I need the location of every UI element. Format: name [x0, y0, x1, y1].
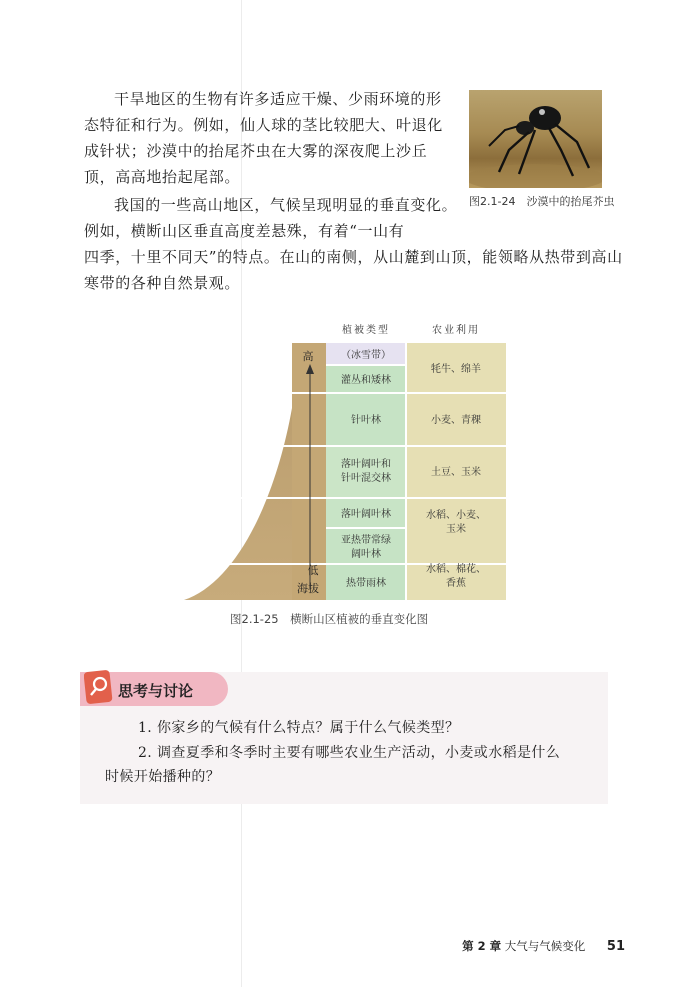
- discussion-question-2: 2. 调查夏季和冬季时主要有哪些农业生产活动，小麦或水稻是什么: [138, 745, 561, 761]
- chapter-title: 大气与气候变化: [504, 939, 586, 953]
- veg-zone-label: 针叶混交林: [341, 473, 391, 484]
- agri-zone-label: 水稻、棉花、: [426, 564, 486, 575]
- veg-zone-label: 落叶阔叶林: [341, 509, 391, 520]
- discussion-question-1: 1. 你家乡的气候有什么特点？属于什么气候类型？: [138, 720, 460, 736]
- veg-zone-label: 亚热带常绿: [341, 535, 391, 546]
- veg-zone-label: 阔叶林: [351, 549, 381, 560]
- header-agriculture: 农业利用: [432, 325, 480, 336]
- vertical-vegetation-diagram: [180, 318, 510, 603]
- figure-24-caption: 图2.1-24 沙漠中的抬尾芥虫: [469, 195, 615, 208]
- axis-elevation-label: 海拔: [297, 582, 319, 595]
- chapter-number: 第 2 章: [462, 939, 502, 953]
- header-vegetation: 植被类型: [342, 325, 390, 336]
- page-footer: [462, 938, 625, 954]
- agri-zone-label: 小麦、青稞: [431, 415, 481, 426]
- figure-25-caption: 图2.1-25 横断山区植被的垂直变化图: [230, 612, 429, 626]
- beetle-photo: [469, 90, 602, 188]
- agri-zone-label: 水稻、小麦、: [426, 510, 486, 521]
- paragraph-vertical-climate-cont: 四季，十里不同天”的特点。在山的南侧，从山麓到山顶，能领略从热带到高山寒带的各种自然景观。: [84, 248, 623, 292]
- veg-zone-label: （冰雪带）: [341, 350, 391, 361]
- magnifier-icon: [84, 669, 114, 705]
- agri-zone-label: 香蕉: [446, 578, 466, 589]
- veg-zone-label: 灌丛和矮林: [341, 375, 391, 386]
- veg-zone-label: 针叶林: [351, 415, 381, 426]
- paragraph-vertical-climate: 我国的一些高山地区，气候呈现明显的垂直变化。例如，横断山区垂直高度差悬殊，有着“一山有: [84, 196, 458, 240]
- paragraph-desert-adaptation: 干旱地区的生物有许多适应干燥、少雨环境的形态特征和行为。例如，仙人球的茎比较肥大、叶退化成针状；沙漠中的抬尾芥虫在大雾的深夜爬上沙丘顶，高高地抬起尾部。: [84, 90, 443, 186]
- veg-zone-label: 热带雨林: [346, 578, 386, 589]
- discussion-title: 思考与讨论: [118, 682, 194, 700]
- page-number: 51: [606, 939, 625, 954]
- axis-low-label: 低: [307, 564, 319, 577]
- axis-high-label: 高: [302, 350, 314, 363]
- agri-zone-label: 玉米: [446, 524, 466, 535]
- agri-zone-label: 土豆、玉米: [431, 467, 481, 478]
- agri-zone-label: 牦牛、绵羊: [431, 364, 481, 375]
- discussion-question-2-cont: 时候开始播种的？: [105, 769, 221, 785]
- veg-zone-label: 落叶阔叶和: [341, 459, 391, 470]
